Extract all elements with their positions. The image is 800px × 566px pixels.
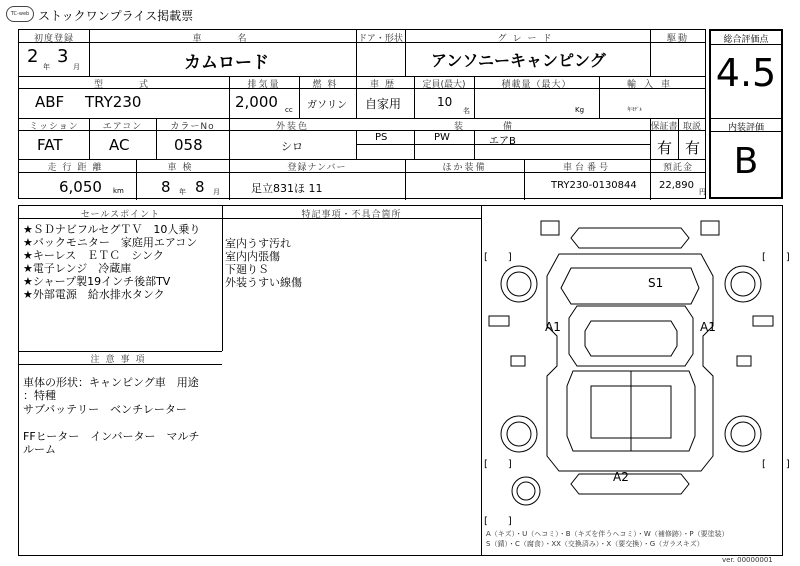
logo: TC-web <box>6 6 34 22</box>
list-item: ★バックモニター 家庭用エアコン <box>23 236 198 249</box>
deposit-label: 預託金 <box>662 163 693 173</box>
deposit-value: 22,890 <box>659 180 694 191</box>
fuel-label: 燃料 <box>312 80 343 90</box>
list-item: 外装うすい線傷 <box>225 276 302 289</box>
mileage-value: 6,050 <box>59 178 102 196</box>
car-damage-diagram <box>481 206 781 526</box>
load-unit: Kg <box>575 106 585 114</box>
damage-legend: A（キズ）・U（ヘコミ）・B（キズを伴うヘコミ）・W（補修跡）・P（要塗装） S（錆）・C（腐食）・XX（交換済み）・X（要交換）・G（ガラスキズ） <box>486 530 729 548</box>
capacity-value: 10 <box>437 95 453 109</box>
reg-month: 3 <box>57 46 69 67</box>
reg-month-unit: 月 <box>73 63 80 71</box>
capacity-label: 定員(最大) <box>422 80 466 90</box>
aircon-label: エアコン <box>102 122 143 132</box>
sales-points-label: セールスポイント <box>80 210 161 220</box>
reg-number-label: 登録ナンバー <box>287 163 347 173</box>
list-item: ルーム <box>23 443 56 456</box>
aircon-value: AC <box>109 136 130 154</box>
displacement-unit: cc <box>285 106 293 114</box>
equip-pw: PW <box>434 132 450 143</box>
list-item: 下廻りＳ <box>225 263 269 276</box>
car-name: カムロード <box>184 53 269 73</box>
sales-points-list <box>23 223 200 301</box>
door-shape-label: ドア・形状 <box>358 34 403 44</box>
vehicle-class-label: 車歴 <box>369 80 400 90</box>
mission-label: ミッション <box>29 122 79 132</box>
bracket-left-top: [ ] <box>484 252 512 263</box>
list-item: サブバッテリー ベンチレーター <box>23 403 187 416</box>
overall-score: 4.5 <box>715 51 777 95</box>
chassis-label: 車台番号 <box>562 163 611 173</box>
list-item: 室内うす汚れ <box>225 237 291 250</box>
drive-label: 駆動 <box>666 34 689 44</box>
overall-label: 総合評価点 <box>723 35 769 45</box>
info-table <box>18 29 706 199</box>
model-year-unit: 年ﾓﾃﾞﾙ <box>627 107 643 113</box>
list-item: ★外部電源 給水排水タンク <box>23 288 165 301</box>
inspection-year-unit: 年 <box>179 188 186 196</box>
list-item: ★ＳＤナビフルセグＴＶ 10人乗り <box>23 223 201 236</box>
damage-a1-right: A1 <box>700 320 716 334</box>
inspection-year: 8 <box>161 178 171 196</box>
capacity-unit: 名 <box>463 107 470 115</box>
reg-year: 2 <box>27 46 39 67</box>
caution-label: 注意事項 <box>90 355 151 365</box>
reg-year-unit: 年 <box>43 63 50 71</box>
page-title: ストックワンプライス掲載票 <box>38 9 194 23</box>
bracket-right-bottom: [ ] <box>762 459 790 470</box>
warranty-value: 有 <box>657 139 673 157</box>
displacement-label: 排気量 <box>247 80 281 90</box>
deposit-unit: 円 <box>699 188 706 196</box>
bracket-left-bottom: [ ] <box>484 459 512 470</box>
caution-list <box>23 376 199 456</box>
damage-a1-left: A1 <box>545 320 561 334</box>
special-notes-label: 特記事項・不具合箇所 <box>301 210 402 220</box>
other-equipment-label: ほか装備 <box>442 163 487 173</box>
list-item: FFヒーター インバーター マルチ <box>23 430 200 443</box>
manual-value: 有 <box>685 139 701 157</box>
plate-value: 足立831ほ 11 <box>251 182 323 195</box>
list-item: ：特種 <box>23 389 56 402</box>
interior-label: 内装評価 <box>727 123 764 133</box>
inspection-label: 車検 <box>167 163 198 173</box>
usage-value: 自家用 <box>365 97 402 111</box>
mileage-label: 走行距離 <box>47 163 108 173</box>
mission-value: FAT <box>37 136 63 154</box>
equip-ab: エアB <box>489 136 516 147</box>
color-no-label: カラーNo <box>170 122 215 132</box>
exterior-color-label: 外装色 <box>275 122 309 132</box>
chassis-value: TRY230-0130844 <box>551 180 637 191</box>
bracket-bottom: [ ] <box>484 516 512 527</box>
interior-score: B <box>733 141 759 182</box>
car-name-label: 車 名 <box>192 34 253 44</box>
equipment-label: 装備 <box>453 122 552 132</box>
score-box <box>709 29 783 199</box>
bracket-right-top: [ ] <box>762 252 790 263</box>
grade-label: グレード <box>497 34 558 44</box>
list-item: ★キーレス ＥＴＣ シンク <box>23 249 164 262</box>
list-item: 室内内張傷 <box>225 250 280 263</box>
inspection-month: 8 <box>195 178 205 196</box>
damage-a2: A2 <box>613 470 629 484</box>
list-item: ★シャープ製19インチ後部TV <box>23 275 171 288</box>
equip-ps: PS <box>375 132 388 143</box>
list-item: 車体の形状：キャンピング車 用途 <box>23 376 199 389</box>
displacement: 2,000 <box>235 93 278 111</box>
first-reg-label: 初度登録 <box>33 34 74 44</box>
grade-value: アンソニーキャンピング <box>431 51 606 70</box>
max-load-label: 積載量（最大） <box>501 80 572 90</box>
color-no-value: 058 <box>174 136 203 154</box>
import-label: 輸入車 <box>626 80 678 90</box>
type-label: 型 式 <box>93 80 154 90</box>
special-notes-list <box>225 237 302 289</box>
version: ver. 00000001 <box>722 556 773 564</box>
fuel-value: ガソリン <box>307 100 347 111</box>
warranty-label: 保証書 <box>650 122 678 132</box>
model-prefix: ABF <box>35 93 65 111</box>
inspection-month-unit: 月 <box>213 188 220 196</box>
list-item <box>23 416 199 429</box>
color-value: シロ <box>281 140 303 153</box>
list-item: ★電子レンジ 冷蔵庫 <box>23 262 132 275</box>
model: TRY230 <box>85 93 142 111</box>
damage-s1: S1 <box>648 276 664 290</box>
manual-label: 取説 <box>682 122 701 132</box>
mileage-unit: km <box>113 187 124 195</box>
